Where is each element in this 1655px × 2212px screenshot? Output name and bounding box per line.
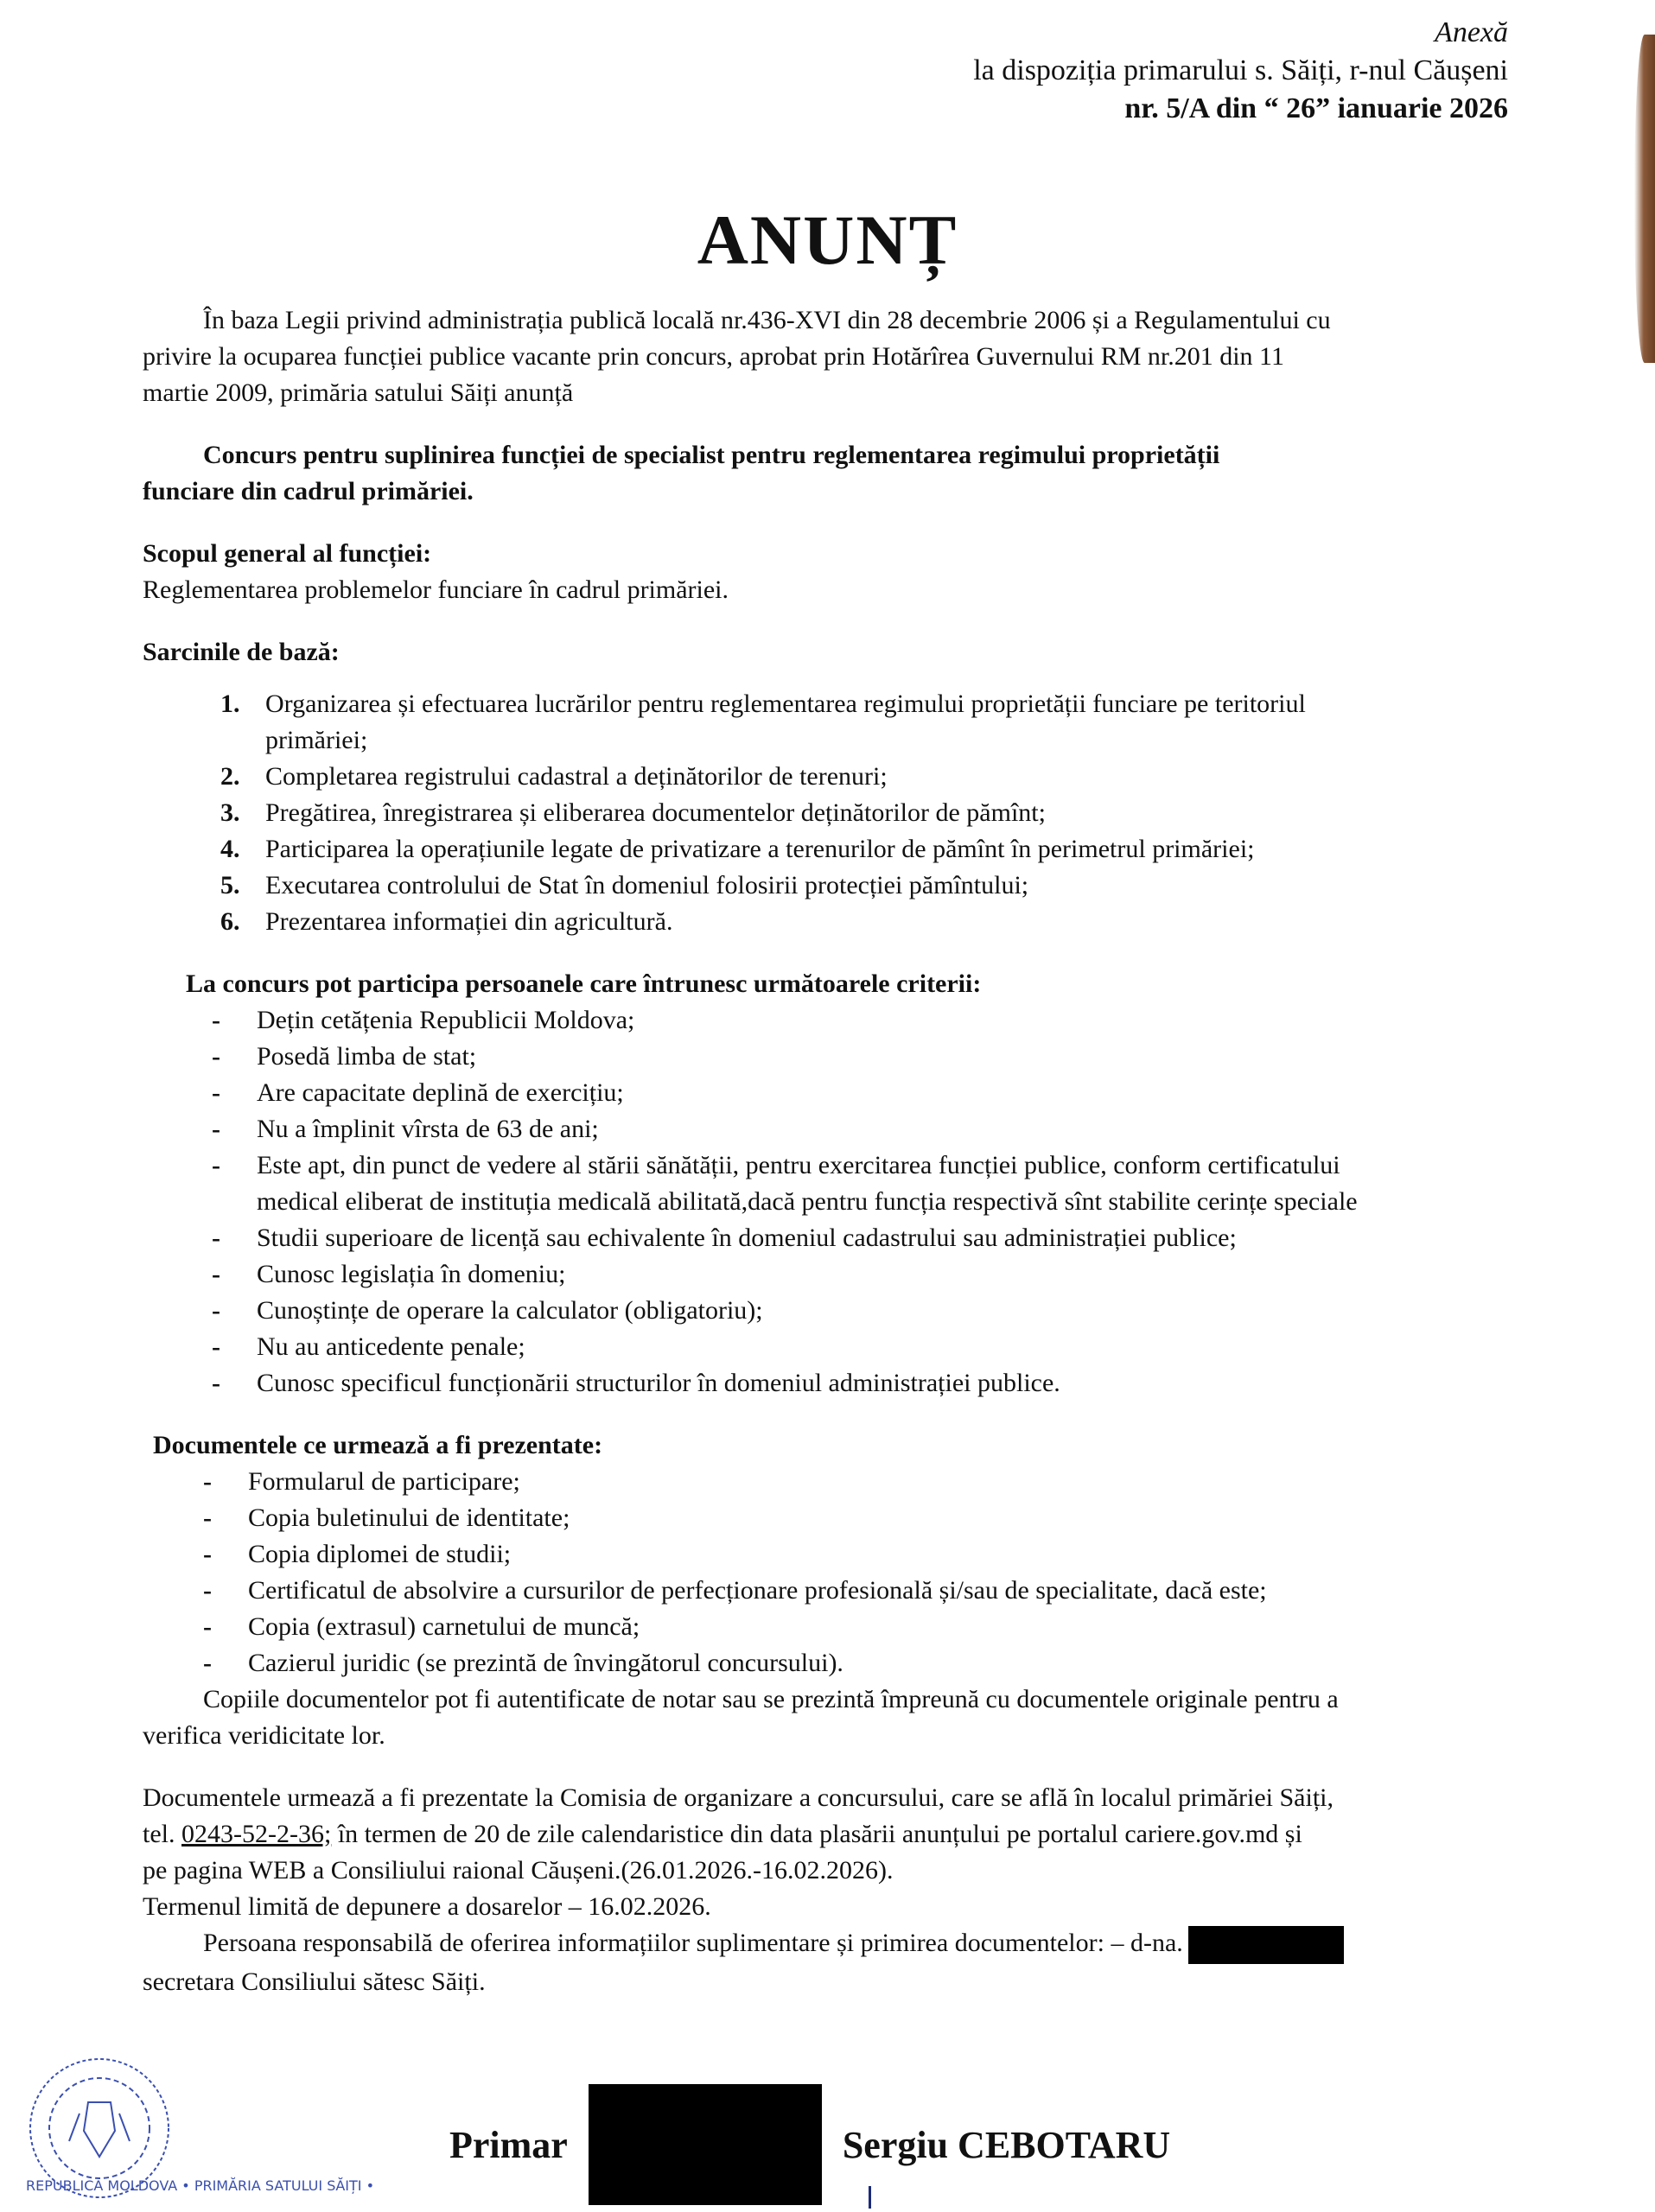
documents-section <box>143 1427 1560 1754</box>
dash-bullet-icon: - <box>212 1296 220 1325</box>
documents-note: Copiile documentelor pot fi autentificate de notar sau se prezintă împreună cu documentele originale pentru a <box>203 1685 1339 1713</box>
criteria-text: Nu a împlinit vîrsta de 63 de ani; <box>257 1115 599 1143</box>
document-item <box>203 1464 1560 1500</box>
contest-line: Concurs pentru suplinirea funcției de specialist pentru reglementarea regimului proprietății <box>203 441 1220 469</box>
task-text: Prezentarea informației din agricultură. <box>265 907 673 936</box>
criteria-item <box>212 1039 1560 1075</box>
criteria-item <box>212 1111 1560 1147</box>
dash-bullet-icon: - <box>203 1649 212 1677</box>
intro-line: martie 2009, primăria satului Săiți anunță <box>143 378 574 407</box>
task-text: Pregătirea, înregistrarea și eliberarea documentelor deținătorilor de pămînt; <box>265 798 1046 827</box>
task-number: 4. <box>220 835 240 863</box>
submission-text: în termen de 20 de zile calendaristice din data plasării anunțului pe portalul cariere.gov.md și <box>331 1820 1302 1848</box>
criteria-text: Nu au anticedente penale; <box>257 1332 525 1361</box>
task-text: Participarea la operațiunile legate de privatizare a terenurilor de pămînt în perimetrul primăriei; <box>265 835 1255 863</box>
phone-number[interactable]: 0243-52-2-36; <box>181 1820 332 1848</box>
task-item <box>220 795 1560 831</box>
criteria-text: Dețin cetățenia Republicii Moldova; <box>257 1006 635 1034</box>
document-item <box>203 1609 1560 1645</box>
dash-bullet-icon: - <box>212 1151 220 1179</box>
criteria-item <box>212 1147 1560 1220</box>
criteria-item <box>212 1220 1560 1256</box>
document-text: Copia buletinului de identitate; <box>248 1503 570 1532</box>
submission-line: pe pagina WEB a Consiliului raional Căușeni.(26.01.2026.-16.02.2026). <box>143 1856 894 1885</box>
annex-label: Anexă <box>1435 16 1508 48</box>
criteria-text: Studii superioare de licență sau echivalente în domeniul cadastrului sau administrației publice; <box>257 1224 1237 1252</box>
task-text: Executarea controlului de Stat în domeniul folosirii protecției pămîntului; <box>265 871 1029 899</box>
contest-line: funciare din cadrul primăriei. <box>143 477 474 505</box>
task-number: 2. <box>220 762 240 791</box>
purpose-text: Reglementarea problemelor funciare în cadrul primăriei. <box>143 575 729 604</box>
criteria-item <box>212 1329 1560 1365</box>
tel-label: tel. <box>143 1820 181 1848</box>
criteria-text: Este apt, din punct de vedere al stării sănătății, pentru exercitarea funcției publice, conform certificatului <box>257 1151 1340 1179</box>
task-item <box>220 904 1560 940</box>
dash-bullet-icon: - <box>212 1369 220 1397</box>
documents-note-continuation: verifica veridicitate lor. <box>143 1721 385 1750</box>
document-body <box>143 302 1560 2000</box>
stamp-text: REPUBLICA MOLDOVA • PRIMĂRIA SATULUI SĂIȚI • <box>26 2177 375 2194</box>
tasks-heading: Sarcinile de bază: <box>143 638 340 666</box>
dash-bullet-icon: - <box>203 1612 212 1641</box>
criteria-text: Cunoștințe de operare la calculator (obligatoriu); <box>257 1296 763 1325</box>
document-text: Copia diplomei de studii; <box>248 1540 512 1568</box>
annex-number-date: nr. 5/A din “ 26” ianuarie 2026 <box>1124 92 1508 124</box>
document-item <box>203 1645 1560 1681</box>
criteria-item <box>212 1293 1560 1329</box>
dash-bullet-icon: - <box>212 1042 220 1071</box>
criteria-heading: La concurs pot participa persoanele care întrunesc următoarele criterii: <box>186 969 982 998</box>
criteria-item <box>212 1256 1560 1293</box>
document-item <box>203 1500 1560 1536</box>
signature-name: Sergiu CEBOTARU <box>842 2123 1171 2166</box>
intro-line: privire la ocuparea funcției publice vacante prin concurs, aprobat prin Hotărîrea Guvernului RM nr.201 din 11 <box>143 342 1284 371</box>
secretary-text: secretara Consiliului sătesc Săiți. <box>143 1967 486 1997</box>
document-item <box>203 1573 1560 1609</box>
purpose-section <box>143 536 1560 608</box>
document-text: Formularul de participare; <box>248 1467 520 1496</box>
task-text: Completarea registrului cadastral a deținătorilor de terenuri; <box>265 762 888 791</box>
criteria-item <box>212 1365 1560 1402</box>
signature-block <box>449 2084 1170 2205</box>
documents-heading: Documentele ce urmează a fi prezentate: <box>153 1431 603 1459</box>
signature-stroke-icon <box>869 2186 871 2209</box>
criteria-text: Are capacitate deplină de exercițiu; <box>257 1078 624 1107</box>
task-number: 1. <box>220 690 240 718</box>
signature-role: Primar <box>449 2123 568 2166</box>
task-number: 5. <box>220 871 240 899</box>
task-item <box>220 831 1560 868</box>
dash-bullet-icon: - <box>203 1503 212 1532</box>
document-text: Cazierul juridic (se prezintă de învingătorul concursului). <box>248 1649 843 1677</box>
deadline-text: Termenul limită de depunere a dosarelor – 16.02.2026. <box>143 1892 711 1921</box>
criteria-item-continuation: medical eliberat de instituția medicală abilitată,dacă pentru funcția respectivă sînt stabilite cerințe speciale <box>257 1187 1358 1216</box>
criteria-text: Posedă limba de stat; <box>257 1042 477 1071</box>
task-item <box>220 868 1560 904</box>
intro-paragraph <box>143 302 1560 411</box>
criteria-item <box>212 1075 1560 1111</box>
annex-header <box>973 14 1508 128</box>
criteria-text: Cunosc legislația în domeniu; <box>257 1260 566 1288</box>
submission-line <box>143 1816 1560 1853</box>
responsible-person-line <box>143 1925 1560 1964</box>
annex-disposition: la dispoziția primarului s. Săiți, r-nul Căușeni <box>973 54 1508 86</box>
dash-bullet-icon: - <box>212 1115 220 1143</box>
document-text: Certificatul de absolvire a cursurilor de perfecționare profesională și/sau de specialitate, dacă este; <box>248 1576 1267 1605</box>
dash-bullet-icon: - <box>212 1078 220 1107</box>
intro-line: În baza Legii privind administrația publică locală nr.436-XVI din 28 decembrie 2006 și a Regulamentului cu <box>203 306 1331 334</box>
document-item <box>203 1536 1560 1573</box>
criteria-item <box>212 1002 1560 1039</box>
contest-title <box>143 437 1560 510</box>
document-text: Copia (extrasul) carnetului de muncă; <box>248 1612 640 1641</box>
dash-bullet-icon: - <box>212 1006 220 1034</box>
task-number: 6. <box>220 907 240 936</box>
dash-bullet-icon: - <box>203 1467 212 1496</box>
responsible-person-text: Persoana responsabilă de oferirea informațiilor suplimentare și primirea documentelor: – d-na. <box>203 1929 1183 1957</box>
submission-section <box>143 1780 1560 2000</box>
redacted-signature-block <box>589 2084 822 2205</box>
criteria-text: Cunosc specificul funcționării structurilor în domeniul administrației publice. <box>257 1369 1060 1397</box>
dash-bullet-icon: - <box>203 1540 212 1568</box>
task-item <box>220 759 1560 795</box>
redacted-name-block <box>1188 1926 1344 1964</box>
purpose-heading: Scopul general al funcției: <box>143 539 432 568</box>
task-item-continuation: primăriei; <box>265 726 368 754</box>
submission-line: Documentele urmează a fi prezentate la Comisia de organizare a concursului, care se află în localul primăriei Săiți, <box>143 1783 1334 1812</box>
criteria-section <box>143 966 1560 1402</box>
task-number: 3. <box>220 798 240 827</box>
dash-bullet-icon: - <box>212 1332 220 1361</box>
dash-bullet-icon: - <box>203 1576 212 1605</box>
dash-bullet-icon: - <box>212 1224 220 1252</box>
dash-bullet-icon: - <box>212 1260 220 1288</box>
page-title: ANUNȚ <box>697 200 958 279</box>
task-text: Organizarea și efectuarea lucrărilor pentru reglementarea regimului proprietății funciare pe teritoriul <box>265 690 1306 718</box>
tasks-section <box>143 634 1560 940</box>
task-item <box>220 686 1560 759</box>
